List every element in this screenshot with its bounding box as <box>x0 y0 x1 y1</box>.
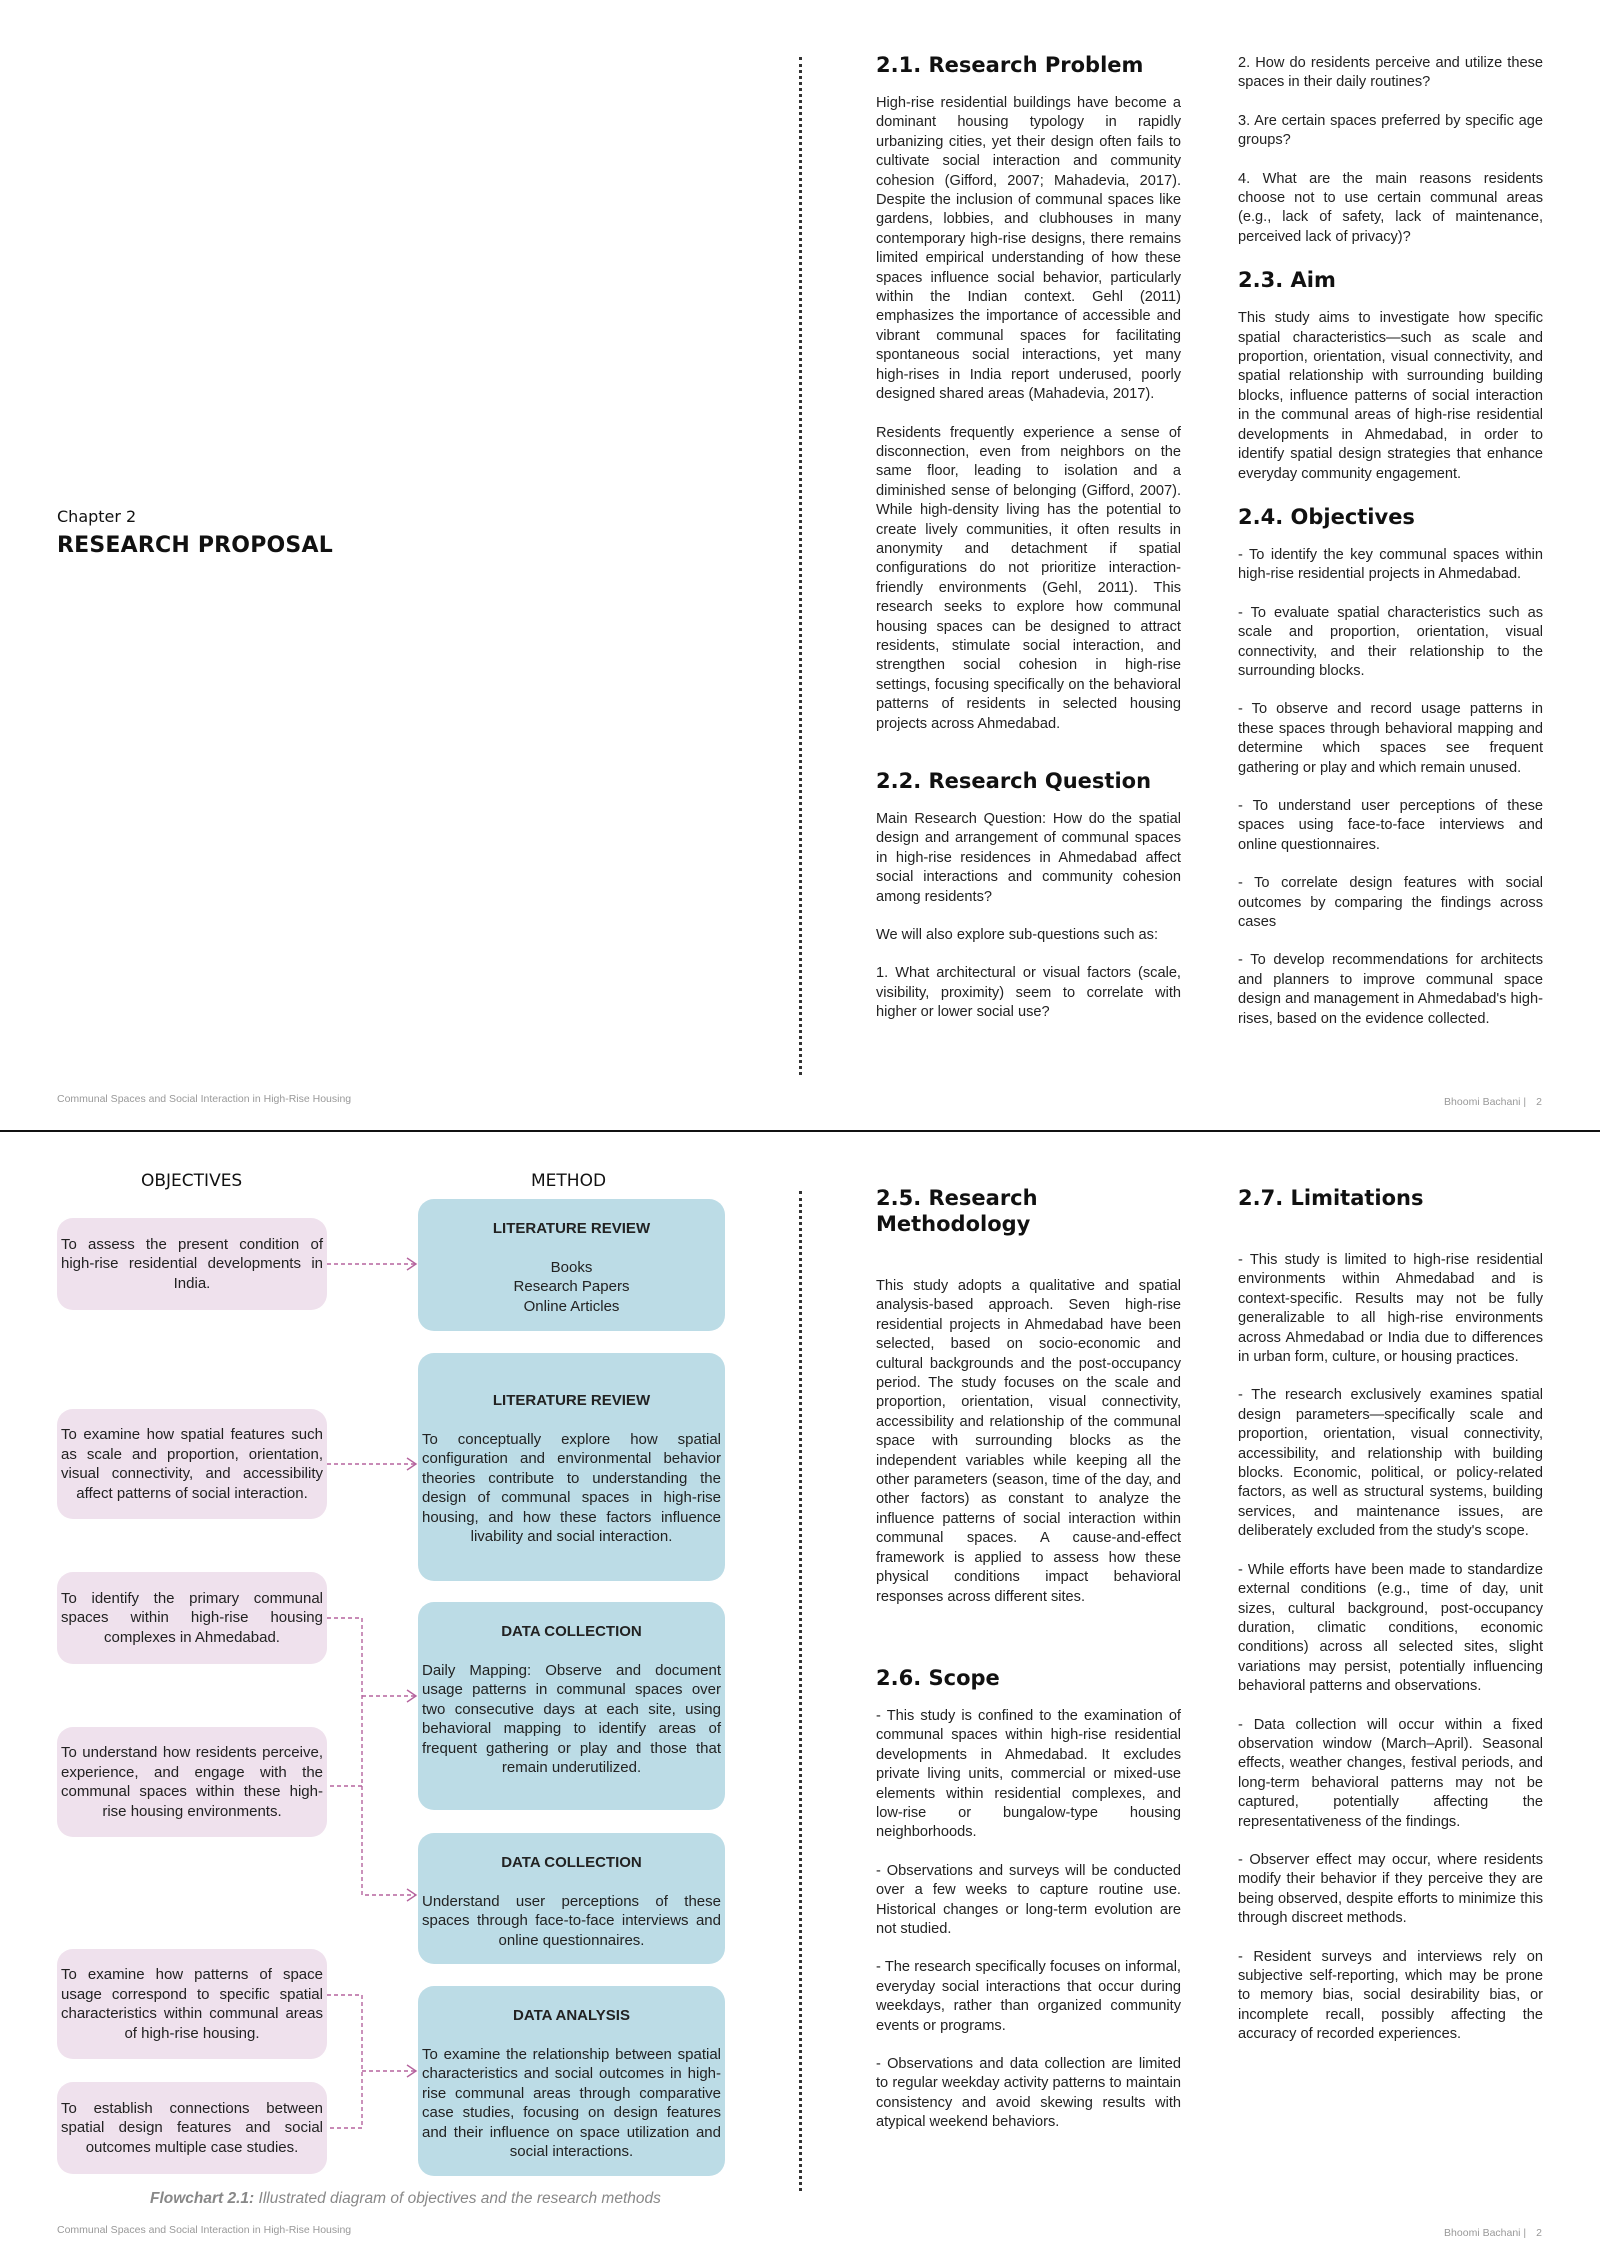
research-problem-paragraph-1: High-rise residential buildings have become a dominant housing typology in rapidly urbanizing cities, yet their design often fails to cultivate social interaction and community cohesion (Gifford, 2007; Mahadevia, 2017). Despite the inclusion of communal spaces like gardens, lobbies, and clubhouses in many contemporary high-rise designs, there remains limited empirical understanding of how these spaces influence social behavior, particularly within the Indian context. Gehl (2011) emphasizes the importance of accessible and vibrant communal spaces for facilitating spontaneous social interactions, yet many high-rises in India report underused, poorly designed shared areas (Mahadevia, 2017). <box>876 95 1181 403</box>
connector-to-method4 <box>362 1786 416 1895</box>
aim-text: This study aims to investigate how specific spatial characteristics—such as scale and proportion, orientation, visual connectivity, and spatial relationship with surrounding building blocks, influence patterns of social interaction in the communal areas of high-rise residential developments in Ahmedabad, in order to identify spatial design strategies that enhance everyday community engagement. <box>1238 310 1543 482</box>
method-box-5-title: DATA ANALYSIS <box>513 2007 630 2024</box>
research-problem-paragraph-2: Residents frequently experience a sense of disconnection, even from neighbors on the same floor, leading to isolation and a diminished sense of belonging (Gifford, 2007). While high-density living has the potential to create lively communities, it often results in anonymity and detachment if spatial configurations do not prioritize interaction-friendly environments (Gehl, 2011). This research seeks to explore how communal housing spaces can be designed to attract residents, stimulate social interaction, and strengthen social cohesion in high-rise settings, focusing specifically on the behavioral patterns of residents in selected housing projects across Ahmedabad. <box>876 424 1181 732</box>
footer-author-page-2 <box>1434 2227 1542 2239</box>
scope-item-1: - This study is confined to the examination of communal spaces within high-rise residential developments in Ahmedabad. It excludes private living units, commercial or mixed-use elements within residential complexes, and low-rise or bungalow-type housing neighborhoods. <box>876 1707 1181 1841</box>
method-box-4-title: DATA COLLECTION <box>501 1854 642 1871</box>
flowchart-connectors <box>0 1131 800 2262</box>
sub-question-3: 3. Are certain spaces preferred by specific age groups? <box>1238 112 1543 149</box>
objective-item-4: - To understand user perceptions of these spaces using face-to-face interviews and online questionnaires. <box>1238 797 1543 853</box>
objective-box-1-text: To assess the present condition of high-rise residential developments in India. <box>61 1235 323 1292</box>
vertical-dotted-divider-2 <box>799 1191 802 2191</box>
limitation-item-2: - The research exclusively examines spatial design parameters—specifically scale and proportion, orientation, visual connectivity, accessibility, and relationship with building blocks. Economic, political, or policy-related factors, as well as structural systems, building services, and maintenance issues, are deliberately excluded from the study's scope. <box>1238 1387 1543 1540</box>
sub-question-2: 2. How do residents perceive and utilize these spaces in their daily routines? <box>1238 55 1543 91</box>
methodology-text: This study adopts a qualitative and spatial analysis-based approach. Seven high-rise residential projects in Ahmedabad have been selected, based on socio-economic and cultural backgrounds and the post-occupancy period. The study focuses on the scale and proportion, orientation, visual connectivity, accessibility and relationship of the communal space with surrounding blocks as the independent variables while keeping all the other parameters (season, time of the day, and other factors) as constant to analyze the influence patterns of social interaction within communal spaces. A cause-and-effect framework is applied to assess how these physical conditions impact behavioral responses across different sites. <box>876 1278 1181 1605</box>
connector-bracket-obj5-obj6 <box>327 1995 362 2128</box>
limitation-item-6: - Resident surveys and interviews rely on subjective self-reporting, which may be prone to memory bias, social desirability bias, or incomplete recall, possibly affecting the accuracy of recorded experiences. <box>1238 1948 1543 2043</box>
section-heading-methodology: 2.5. Research Methodology <box>876 1186 1038 1236</box>
objective-box-2-text: To examine how spatial features such as scale and proportion, orientation, visual connectivity, and accessibility affect patterns of social interaction. <box>61 1426 323 1502</box>
method-box-1-title: LITERATURE REVIEW <box>492 1220 651 1237</box>
flowchart-caption-label: Flowchart 2.1: <box>150 2190 255 2207</box>
vertical-dotted-divider <box>799 57 802 1075</box>
column-aim-objectives <box>1238 54 1543 1029</box>
column-limitations <box>1238 1185 1543 2045</box>
objective-box-4-text: To understand how residents perceive, experience, and engage with the communal spaces within these high-rise housing environments. <box>61 1744 323 1820</box>
objective-item-6: - To develop recommendations for architects and planners to improve communal space design and management in Ahmedabad's high-rises, based on the evidence collected. <box>1238 952 1543 1027</box>
limitation-item-5: - Observer effect may occur, where residents modify their behavior if they perceive they are being observed, despite efforts to minimize this through discreet methods. <box>1238 1851 1543 1927</box>
method-box-3-title: DATA COLLECTION <box>501 1623 642 1640</box>
chapter-label: Chapter 2 <box>57 507 137 526</box>
research-question-intro: We will also explore sub-questions such as: <box>876 927 1159 944</box>
page-2 <box>0 1131 1600 2262</box>
footer-page-number-2: 2 <box>1536 2227 1542 2239</box>
column-methodology-scope <box>876 1185 1181 2133</box>
footer-title-2: Communal Spaces and Social Interaction in High-Rise Housing <box>57 2224 352 2236</box>
footer-author: Bhoomi Bachani | <box>1444 1096 1527 1108</box>
flowchart-objectives-header: OBJECTIVES <box>141 1171 243 1191</box>
section-heading-research-problem: 2.1. Research Problem <box>876 53 1144 77</box>
objective-box-5-text: To examine how patterns of space usage correspond to specific spatial characteristics within communal areas of high-rise housing. <box>61 1966 323 2042</box>
chapter-title: RESEARCH PROPOSAL <box>57 533 333 558</box>
section-heading-aim: 2.3. Aim <box>1238 268 1336 293</box>
scope-item-4: - Observations and data collection are limited to regular weekday activity patterns to maintain consistency and avoid skewing results with atypical weekend behaviors. <box>876 2056 1181 2131</box>
scope-item-3: - The research specifically focuses on informal, everyday social interactions that occur during weekdays, rather than organized community events or programs. <box>876 1959 1181 2034</box>
method-box-2-title: LITERATURE REVIEW <box>492 1392 651 1409</box>
method-box-5-body: To examine the relationship between spatial characteristics and social outcomes in high-rise communal areas through comparative case studies, focusing on design features and their influence on space utilization and social interactions. <box>422 2045 721 2160</box>
limitation-item-4: - Data collection will occur within a fixed observation window (March–April). Seasonal effects, weather changes, festival periods, and long-term behavioral patterns may not be captured, potentially affecting the representativeness of the findings. <box>1238 1716 1543 1830</box>
sub-question-1: 1. What architectural or visual factors (scale, visibility, proximity) seem to correlate with higher or lower social use? <box>876 965 1181 1021</box>
column-research-problem <box>876 52 1181 1023</box>
section-heading-objectives: 2.4. Objectives <box>1238 504 1415 529</box>
footer-page-number: 2 <box>1536 1096 1542 1108</box>
footer-title: Communal Spaces and Social Interaction in High-Rise Housing <box>57 1093 352 1105</box>
objective-box-3-text: To identify the primary communal spaces within high-rise housing complexes in Ahmedabad. <box>61 1589 323 1646</box>
section-heading-limitations: 2.7. Limitations <box>1238 1186 1424 1210</box>
method-box-4-body: Understand user perceptions of these spaces through face-to-face interviews and online questionnaires. <box>422 1892 721 1949</box>
footer-author-2: Bhoomi Bachani | <box>1444 2227 1527 2239</box>
method-box-2-body: To conceptually explore how spatial configuration and environmental behavior theories contribute to understanding the design of communal spaces in high-rise housing, and how these factors influence livability and social interaction. <box>422 1430 721 1545</box>
flowchart-caption-text: Illustrated diagram of objectives and the research methods <box>254 2190 661 2207</box>
section-heading-research-question: 2.2. Research Question <box>876 769 1152 793</box>
objective-box-6-text: To establish connections between spatial design features and social outcomes multiple case studies. <box>61 2099 323 2156</box>
objective-item-5: - To correlate design features with social outcomes by comparing the findings across cases <box>1238 875 1543 930</box>
connector-bracket-obj3-obj4 <box>327 1618 362 1786</box>
objective-item-3: - To observe and record usage patterns in these spaces through behavioral mapping and determine which spaces see frequent gathering or play and which remain unused. <box>1238 701 1543 776</box>
objective-item-2: - To evaluate spatial characteristics such as scale and proportion, orientation, visual connectivity, and their relationship to the surrounding blocks. <box>1238 604 1543 679</box>
sub-question-4: 4. What are the main reasons residents choose not to use certain communal areas (e.g., lack of safety, lack of maintenance, perceived lack of privacy)? <box>1238 170 1543 245</box>
flowchart-caption <box>150 2190 661 2208</box>
section-heading-scope: 2.6. Scope <box>876 1665 1000 1690</box>
limitation-item-1: - This study is limited to high-rise residential environments within Ahmedabad and is context-specific. Results may not be fully generalizable to all high-rise environments across Ahmedabad or India due to differences in urban form, culture, or housing practices. <box>1238 1252 1543 1366</box>
footer-author-page <box>1434 1096 1542 1108</box>
research-question-main: Main Research Question: How do the spatial design and arrangement of communal spaces in high-rise residences in Ahmedabad affect social interactions and community cohesion among residents? <box>876 811 1181 905</box>
method-box-1-body: Books Research Papers Online Articles <box>513 1258 630 1315</box>
method-box-3-body: Daily Mapping: Observe and document usage patterns in communal spaces over two consecutive days at each site, using behavioral mapping to identify areas of frequent gathering or play and those that remain underutilized. <box>422 1661 721 1776</box>
limitation-item-3: - While efforts have been made to standardize external conditions (e.g., time of day, unit sizes, cultural background, post-occupancy duration, climatic conditions, economic conditions) across all selected sites, slight variations may persist, potentially influencing behavioral patterns and observations. <box>1238 1561 1543 1695</box>
objective-item-1: - To identify the key communal spaces within high-rise residential projects in Ahmedabad. <box>1238 546 1543 583</box>
flowchart-method-header: METHOD <box>531 1171 607 1191</box>
scope-item-2: - Observations and surveys will be conducted over a few weeks to capture routine use. Historical changes or long-term evolution are not studied. <box>876 1862 1181 1937</box>
